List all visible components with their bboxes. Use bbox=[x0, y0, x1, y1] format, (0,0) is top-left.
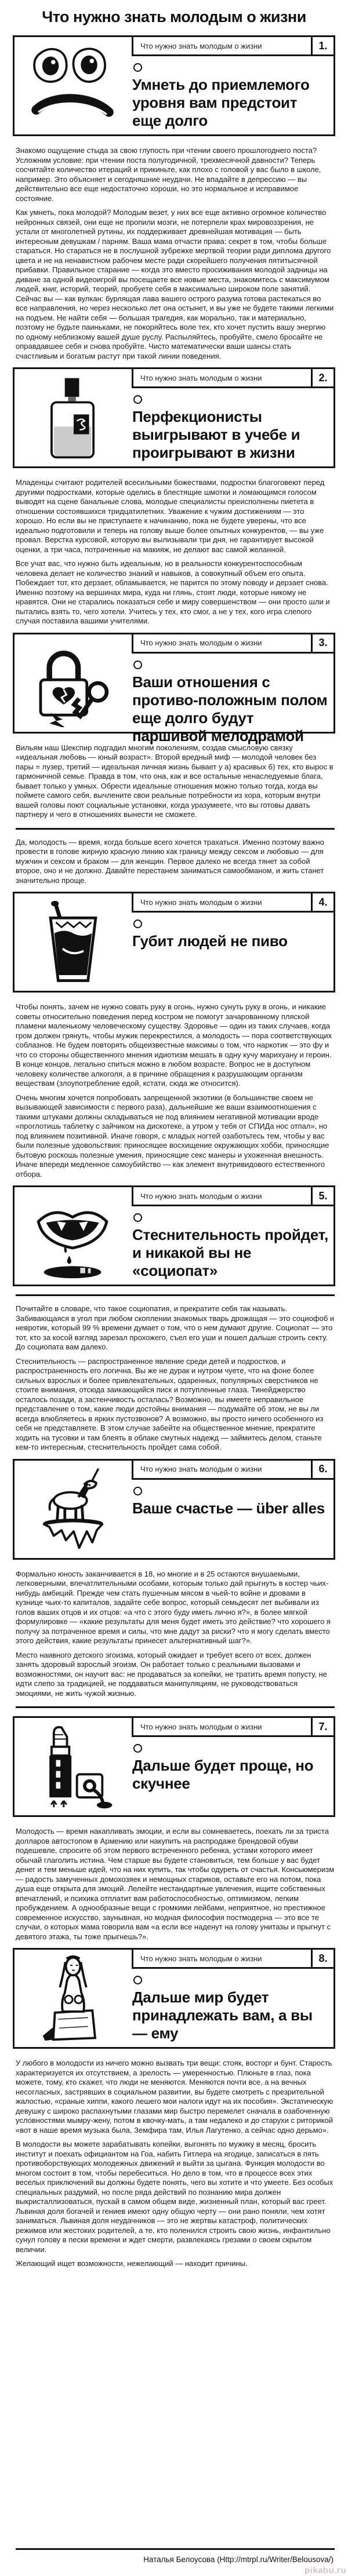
section-title: Дальше мир будет принадлежать вам, а вы — ему bbox=[132, 1988, 313, 2042]
bullet-circle-icon bbox=[133, 920, 142, 928]
card-number: 1. bbox=[311, 37, 334, 54]
paragraph: Очень многим хочется попробовать запрещенной экзотики (в большинстве своем не вызывающей зависимости с первого раза), дальнейшие же ваши взаимоотношения с такими штуками должны складываться не под влиянием негативной мотивации вроде «проглотишь таблетку с зайчиком на дискотеке, а утром у тебя от СПИДа нос отпал», но под влиянием позитивной. Иначе говоря, с младых ногтей озаботьтесь тем, чтобы у вас были полезные удовольствия: приносящее восхищение окружающих хобби, приносящие бытовую роскошь полезные умения, приносящие секс манеры и ухоженная внешность. Иначе впереди медленное самоубийство — как элемент внутривидового естественного отбора. bbox=[16, 1093, 329, 1178]
paragraph: Да, молодость — время, когда больше всего хочется трахаться. Именно поэтому важно провести в голове жирную красную линию как границу между сексом и любовью — для мужчин и сексом и браком — для женщин. Первое далеко не всегда тянет за собой второе, оно и не должно. Давайте перестанем заниматься самообманом, и жить станет значительно проще. bbox=[16, 837, 324, 885]
paragraph: Желающий ищет возможности, нежелающий — находит причины. bbox=[16, 2259, 248, 2268]
bullet-circle-icon bbox=[133, 1213, 142, 1222]
section-title: Умнеть до приемлемого уровня вам предстоит еще долго bbox=[132, 76, 310, 130]
card-header-label: Что нужно знать молодым о жизни bbox=[140, 1191, 262, 1201]
card-header bbox=[132, 1950, 334, 1969]
card-header bbox=[132, 1718, 334, 1737]
section-title: Ваши отношения с противо-положным полом еще долго будут паршивой мелодрамой bbox=[132, 673, 328, 745]
bullet-circle-icon bbox=[133, 1744, 142, 1753]
card-header-label: Что нужно знать молодым о жизни bbox=[140, 1465, 262, 1473]
card-number: 4. bbox=[311, 893, 334, 911]
paragraph: Все учат вас, что нужно быть идеальным, но в реальности конкурентоспособным человека делает не количество знаний и навыков, а совокупный объем его опыта. Побеждает тот, кто дерзает, обламывается, не парится по этому поводу и дерзает снова. Именно поэтому на вершинах мира, куда ни глянь, стоят люди, которые никому не нравятся. Они не старались показаться себе и миру совершенством — они просто шли и пытались взять то, чего хотели. Учитесь у тех, кто смог, а не у тех, кого игра слепого случая поставила вашими учителями. bbox=[16, 559, 330, 625]
section-body-8 bbox=[16, 2059, 335, 2269]
bullet-circle-icon bbox=[133, 395, 142, 404]
section-title: Перфекционисты выигрывают в учебе и проигрывают в жизни bbox=[132, 408, 300, 462]
vampire-lips-dripping-icon bbox=[14, 1187, 132, 1285]
section-card-2 bbox=[13, 367, 335, 468]
card-number: 3. bbox=[311, 634, 334, 652]
author-attribution: Наталья Белоусова (Http://mtrpl.ru/Writer/Belousova/) bbox=[143, 2555, 334, 2564]
classical-statue-bust-icon bbox=[14, 1950, 132, 2047]
paragraph: У любого в молодости из ничего можно вызвать три вещи: стояк, восторг и бунт. Старость характеризуется их отсутствием, а зрелость — умеренностью. Плюньте в глаз, пока можете, тому, кто скажет, что люди не меняются. Меняются почти все, а на вечных несогласных, застрявших в социальном развитии, вы будете смотреть с презрительной жалостью, «сраные хиппи, какого лешего мои налоги идут на их пособия». Экстатическую девушку с широко распахнутыми глазами мир быстро перемелет сначала в озабоченную условностями мымру-жену, потом в квочку-мать, а там недалеко и до старухи с риторикой «вот в наше время музыка была, Земфира там, Илья Лагутенко, а сейчас одно дерьмо». bbox=[16, 2059, 334, 2134]
perfume-bottle-icon bbox=[14, 369, 132, 466]
section-card-3 bbox=[13, 633, 335, 745]
section-body-7 bbox=[16, 1827, 335, 1942]
section-body-4 bbox=[16, 1002, 335, 1179]
card-header bbox=[132, 1187, 334, 1206]
footer bbox=[0, 2548, 348, 2576]
card-number: 8. bbox=[311, 1950, 334, 1967]
bullet-circle-icon bbox=[133, 1976, 142, 1984]
bullet-circle-icon bbox=[133, 63, 142, 72]
card-header bbox=[132, 893, 334, 913]
paragraph: Стеснительность — распространенное явление среди детей и подростков, и распространенность его логична. Вы же не дурак и нутром чуете, что на фоне более сильных взрослых и более привлекательных, одаренных, популярных сверстников не стоите внимания, отсюда заикающийся писк и потупленные глаза. Тинейджерство осталось позади, а застенчивость осталась? Возможно, вы имеете неправильное представление о том, какие люди достойны внимания — подумайте об этом, не вы ли всегда влюбляетесь в ярких пустозвонов? А возможно, вы просто ничего особенного из себя не представляете. В этом случае забейте на общественное мнение, прекратите ходить на тусовки и там блеять в облаке смутных надежд — займитесь делом, станьте кем-то интересным, стеснительность пройдет сама собой. bbox=[16, 1356, 324, 1451]
divider bbox=[16, 1706, 335, 1708]
pikabu-watermark: pikabu.ru bbox=[304, 2566, 346, 2575]
fried-eggs-bacon-sad-face-icon bbox=[14, 37, 132, 134]
paragraph: Чтобы понять, зачем не нужно совать руку в огонь, нужно сунуть руку в огонь, и никакие советы относительно поведения перед костром не помогут зачарованному пляской пламени маленькому человеческому существу. Здоровье — один из таких случаев, когда гром должен грянуть, чтобы мужик перекрестился, а молодость — пора соответствующих соблазнов. Не будем повторять общеизвестные максимы о том, что наркотик — это фу и что со стороны общественного мнения идиотизм мешать в одну кучу марихуану и героин. В конце концов, легально спиться можно в любом возрасте. Вопрос не в доступном человеку количестве алкоголя, а в причине обращения к разрушающим организм веществам (злоупотребление едой, кстати, сюда же относится). bbox=[16, 1002, 332, 1088]
unicorn-on-floating-island-icon bbox=[14, 1461, 132, 1558]
card-header-label: Что нужно знать молодым о жизни bbox=[140, 41, 262, 50]
section-body-3b bbox=[16, 838, 335, 886]
section-title: Дальше будет проще, но скучнее bbox=[132, 1757, 314, 1793]
paragraph: Вильям наш Шекспир подгадил многим поколениям, создав смысловую связку «идеальная любовь — юный возраст». Второй вредный миф — молодой человек без пары = лузер, третий — идеальная личная жизнь бывает у а) красивых б) тех, кто вырос в гармоничной семье. Правда в том, что она, как и все остальные ненаследуемые блага, бывает только у умных. Обрести идеальные отношения можно только тогда, когда вы поймете самого себя, вычлените свои реальные потребности из хора, которым внутри вашей головы поют социальные установки, когда уразумеете, что вы готовы давать партнеру и чего в отношениях вынести не сможете. bbox=[16, 743, 334, 819]
card-number: 7. bbox=[311, 1718, 334, 1735]
section-card-4 bbox=[13, 892, 335, 993]
footer-divider bbox=[16, 2548, 335, 2550]
card-header-label: Что нужно знать молодым о жизни bbox=[140, 1954, 262, 1963]
paragraph: Как умнеть, пока молодой? Молодым везет, у них все еще активно огромное количество нейронных связей, они еще не пропили мозги, не потерпели крах мировоззрения, не устали от многолетней рутины, их поддерживает древнейшая мотивация — быть интересным девушкам / парням. Ваша мама отчасти права: секрет в том, чтобы больше стараться. Но стараться не в послушной зубрежке мертвой теории ради диплома другого цвета и не на ненавистном рабочем месте ради скорейшего получения пятитысячной прибавки. Правильное старание — когда это вместо просиживания молодой задницы на диване за одной видеоигрой вы посещаете все новые места, знакомитесь с максимумом людей, книг, историй, теорий, пробуете себя в максимально широком поле занятий. Сейчас вы — как вулкан: бурлящая лава вашего острого разума готова растекаться во все направления, но через несколько лет она остынет, и вы уже не будете такими легкими на подъем. Не найти себя — большая трагедия, как морально, так и материально, поэтому не будьте паиньками, не покоряйтесь воле тех, кто хочет пустить вашу энергию по одному неблизкому вашей душе руслу. Распыляйтесь, пробуйте, смело бросайте не оправдавшее себя и снова пробуйте. Чисто математически ваши шансы стать счастливым и богатым растут при такой линии поведения. bbox=[16, 208, 334, 360]
divider bbox=[16, 1294, 335, 1296]
card-number: 5. bbox=[311, 1187, 334, 1205]
section-body-3 bbox=[16, 743, 335, 820]
paragraph: Молодость — время накапливать эмоции, и если вы сомневаетесь, поехать ли за триста долларов автостопом в Армению или накупить на распродаже брендовой обуви подешевле, спросите об этом первого встреченного ребенка, устами которого имеет обычай глаголить истина. Чем старше вы будете становиться, тем больше у вас будет денег и тем меньше идей, что на них купить, так чтобы одуреть от счастья. Консьюмеризм — радость замученных домохозяек и немощных стариков, оставьте его на потом, пока душа еще открыта для эмоций. Лелейте нестандартные увлечения, ищите собственных впечатлений, и психика отплатит вам работоспособностью, оптимизмом, легким пробуждением. А однообразные вещи с громкими лейбами, неприятное, но престижное современное искусство, заунывная, но модная философия постмодерна — это все те случаи, о которых мама говорила вам «а если все наденут на голову унитазы и прыгнут с девятого этажа, ты тоже прыгнешь?». bbox=[16, 1827, 335, 1941]
padlock-broken-heart-key-icon bbox=[14, 634, 132, 732]
section-card-7 bbox=[13, 1716, 335, 1817]
card-header bbox=[132, 634, 334, 654]
section-card-8 bbox=[13, 1948, 335, 2049]
card-header bbox=[132, 37, 334, 56]
section-title: Ваше счастье — über alles bbox=[132, 1499, 325, 1517]
divider bbox=[16, 828, 335, 830]
bullet-circle-icon bbox=[133, 661, 142, 669]
bullet-circle-icon bbox=[133, 1487, 142, 1495]
card-number: 6. bbox=[311, 1461, 334, 1478]
section-title: Стеснительность пройдет, и никакой вы не «социопат» bbox=[132, 1226, 328, 1280]
section-card-5 bbox=[13, 1185, 335, 1286]
paragraph: Место наивного детского эгоизма, который ожидает и требует всего от всех, должен занять здоровый взрослый эгоизм. Он работает только с реальными вызовами и возможностями, он научит вас: не продаваться за копейки, не тратить время попусту, не идти слепо за традицией, не поддаваться манипуляциям, не руководствоваться эмоциями, не жить чужой жизнью. bbox=[16, 1650, 327, 1698]
paragraph: Знакомо ощущение стыда за свою глупость при чтении своего прошлогоднего поста? Усложним условие: при чтении поста полугодичной, трехмесячной давности? Теперь сосчитайте количество итераций и прикиньте, как плохо с головой у вас было в школе, например. Это объясняет и сегодняшние неудачи. Не впадайте в депрессию — вы действительно все еще недостаточно хороши, но это нормальное и исправимое состояние. bbox=[16, 146, 321, 203]
section-body-6 bbox=[16, 1570, 335, 1699]
drink-glass-with-spoon-icon bbox=[14, 893, 132, 991]
section-body-2 bbox=[16, 478, 335, 626]
page-title: Что нужно знать молодым о жизни bbox=[42, 8, 306, 25]
card-header-label: Что нужно знать молодым о жизни bbox=[140, 897, 262, 907]
card-header bbox=[132, 1461, 334, 1480]
card-header-label: Что нужно знать молодым о жизни bbox=[140, 638, 262, 647]
section-card-1 bbox=[13, 35, 335, 136]
paragraph: Младенцы считают родителей всесильными божествами, подростки благоговеют перед другими подростками, которые оделись в блестящие шмотки и ломающимся голосом выводят на сцене банальные слова, молодые специалисты преисполнены пиетета в отношении состоявшихся тридцатилетних. Уважение к чужим достижениям — это хорошо. Но если вы не приступаете к начинанию, пока не будете уверены, что все идеально подготовили и теперь на голову выше более опытных конкурентов, — вы уже провал. Верстка курсовой, которую вы вылизывали три дня, не гарантирует высокой оценки, а три часа, потраченные на макияж, не делают вас самой желанной. bbox=[16, 478, 325, 554]
card-header-label: Что нужно знать молодым о жизни bbox=[140, 1722, 262, 1731]
card-number: 2. bbox=[311, 369, 334, 386]
section-title: Губит людей не пиво bbox=[132, 932, 288, 950]
card-header bbox=[132, 369, 334, 388]
card-header-label: Что нужно знать молодым о жизни bbox=[140, 373, 262, 382]
section-body-5 bbox=[16, 1304, 335, 1453]
lipstick-tower-icon bbox=[14, 1718, 132, 1815]
section-card-6 bbox=[13, 1459, 335, 1560]
section-body-1 bbox=[16, 146, 335, 361]
paragraph: В молодости вы можете зарабатывать копейки, выгонять по мужику в месяц, бросить институт и поехать официантом на Гоа, набить Гитлера на ягодице, записаться в пять противоборствующих молодежных движений и выйти за цыгана. Функция молодости во многом состоит в том, чтобы перебеситься. Но дело в том, что в процессе всех этих веселых приключений вы должны будете понять, чего вы хотите и что умеете. Без особых специальных раздумий, но после ряда действий по познанию мира должен выкристаллизоваться, пускай в самом общем виде, жизненный план, который вас греет. Львиная доля богачей и гениев имеют одну общую черту — они рано поняли, чем хотят заниматься. Львиная доля неудачников — это не жертвы катастроф, политических режимов или жестоких родителей, а те, кто поленился строить свою жизнь, инфантильно сунул голову в пески времени и ждет смерти, развлекаясь грезами о своем скрытом величии. bbox=[16, 2140, 334, 2254]
paragraph: Формально юность заканчивается в 18, но многие и в 25 остаются внушаемыми, легковерными, впечатлительными особами, которым только дай прыгнуть в костер чьих-нибудь амбиций. Прежде чем стать пушечным мясом в чьей-то войне и дровами в кузнице чьих-то капиталов, задайте себе вопрос, который семьдесят лет выбивали из голов ваших отцов и их отцов: «а что с этого буду иметь лично я?», в более мягкой формулировке — «какие результаты для меня будет иметь это действие? что хорошего я получу за потраченное время и силы, что мне дадут за риски? что я могу сделать вместо этого действия, какие результаты принесет альтернативный шаг?». bbox=[16, 1569, 331, 1645]
paragraph: Почитайте в словаре, что такое социопатия, и прекратите себя так называть. Забивающаяся в угол при любом скоплении знакомых тварь дрожащая — это социофоб и невротик, который 99 % времени думает о том, что о нем думают другие. Социопат — это тот, кто за косой взгляд зарезал прохожего, съел его уши и пошел дальше строить секту. До социопата вам далеко. bbox=[16, 1304, 335, 1351]
